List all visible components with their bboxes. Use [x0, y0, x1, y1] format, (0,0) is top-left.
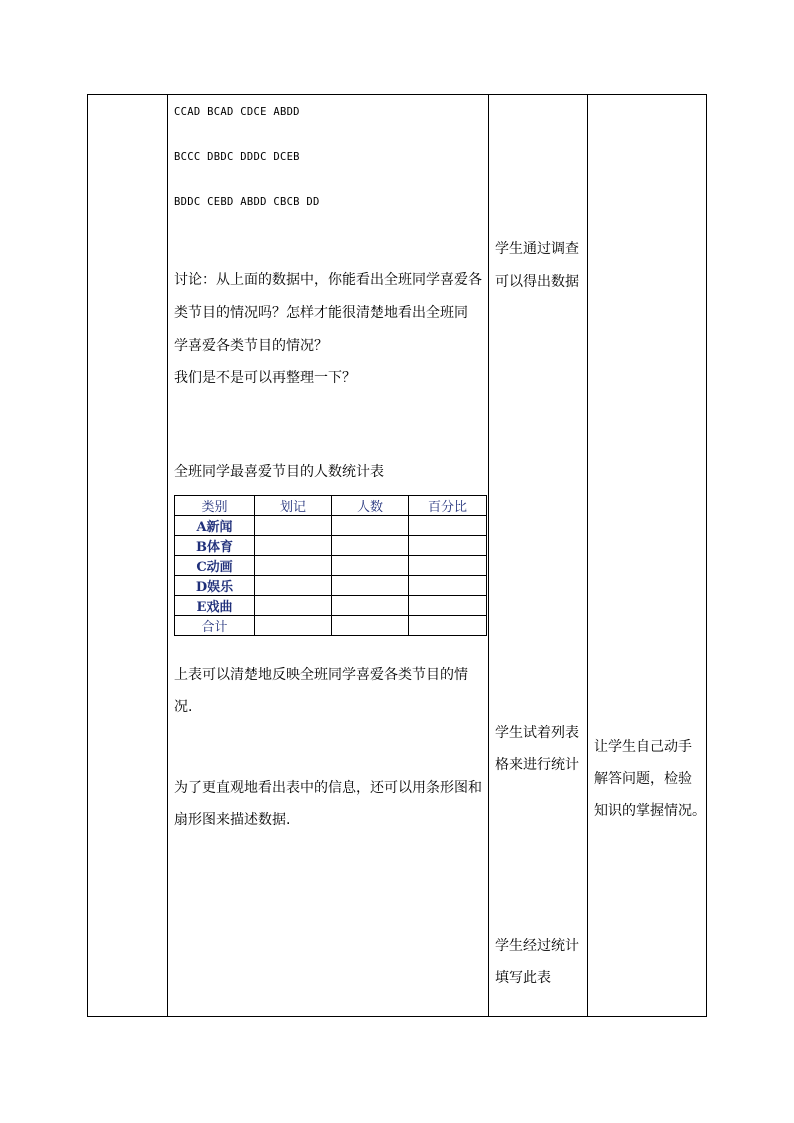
table-title: 全班同学最喜爱节目的人数统计表	[174, 464, 384, 480]
answer-data-line: BDDC CEBD ABDD CBCB DD	[174, 196, 320, 208]
percent-cell[interactable]	[409, 576, 487, 596]
statistics-table	[174, 495, 487, 636]
table-row	[175, 556, 487, 576]
percent-cell[interactable]	[409, 556, 487, 576]
design-intent-text: 解答问题，检验	[594, 771, 692, 787]
student-activity-text: 学生试着列表	[495, 725, 579, 741]
table-row	[175, 516, 487, 536]
table-row	[175, 576, 487, 596]
student-activity-text: 学生经过统计	[495, 938, 579, 954]
column-divider	[167, 95, 168, 1016]
count-cell[interactable]	[332, 536, 409, 556]
tally-cell[interactable]	[255, 516, 332, 536]
design-intent-text: 知识的掌握情况。	[594, 803, 706, 819]
header-cell: 百分比	[409, 496, 487, 516]
design-intent-text: 让学生自己动手	[594, 739, 692, 755]
percent-cell[interactable]	[409, 516, 487, 536]
category-cell: C动画	[175, 556, 255, 576]
category-cell: D娱乐	[175, 576, 255, 596]
count-cell[interactable]	[332, 596, 409, 616]
discussion-text: 类节目的情况吗？怎样才能很清楚地看出全班同	[174, 305, 468, 321]
header-cell: 人数	[332, 496, 409, 516]
table-row	[175, 596, 487, 616]
category-cell: B体育	[175, 536, 255, 556]
percent-cell[interactable]	[409, 536, 487, 556]
count-cell[interactable]	[332, 576, 409, 596]
discussion-text: 我们是不是可以再整理一下？	[174, 370, 356, 386]
column-divider	[587, 95, 588, 1016]
count-cell[interactable]	[332, 616, 409, 636]
tally-cell[interactable]	[255, 556, 332, 576]
category-cell: E戏曲	[175, 596, 255, 616]
table-header-row	[175, 496, 487, 516]
student-activity-text: 填写此表	[495, 970, 551, 986]
discussion-text: 讨论：从上面的数据中，你能看出全班同学喜爱各	[174, 272, 482, 288]
student-activity-text: 可以得出数据	[495, 274, 579, 290]
total-cell: 合计	[175, 616, 255, 636]
student-activity-text: 学生通过调查	[495, 241, 579, 257]
discussion-text: 学喜爱各类节目的情况？	[174, 338, 328, 354]
lesson-table	[87, 94, 707, 1017]
header-cell: 划记	[255, 496, 332, 516]
student-activity-text: 格来进行统计	[495, 757, 579, 773]
percent-cell[interactable]	[409, 596, 487, 616]
count-cell[interactable]	[332, 516, 409, 536]
tally-cell[interactable]	[255, 576, 332, 596]
table-row	[175, 616, 487, 636]
table-row	[175, 536, 487, 556]
category-cell: A新闻	[175, 516, 255, 536]
answer-data-line: BCCC DBDC DDDC DCEB	[174, 151, 300, 163]
charts-note-text: 为了更直观地看出表中的信息，还可以用条形图和	[174, 780, 482, 796]
charts-note-text: 扇形图来描述数据.	[174, 812, 291, 828]
summary-text: 况.	[174, 699, 193, 715]
answer-data-line: CCAD BCAD CDCE ABDD	[174, 106, 300, 118]
tally-cell[interactable]	[255, 596, 332, 616]
percent-cell[interactable]	[409, 616, 487, 636]
summary-text: 上表可以清楚地反映全班同学喜爱各类节目的情	[174, 667, 468, 683]
tally-cell[interactable]	[255, 536, 332, 556]
tally-cell[interactable]	[255, 616, 332, 636]
column-divider	[488, 95, 489, 1016]
count-cell[interactable]	[332, 556, 409, 576]
header-cell: 类别	[175, 496, 255, 516]
